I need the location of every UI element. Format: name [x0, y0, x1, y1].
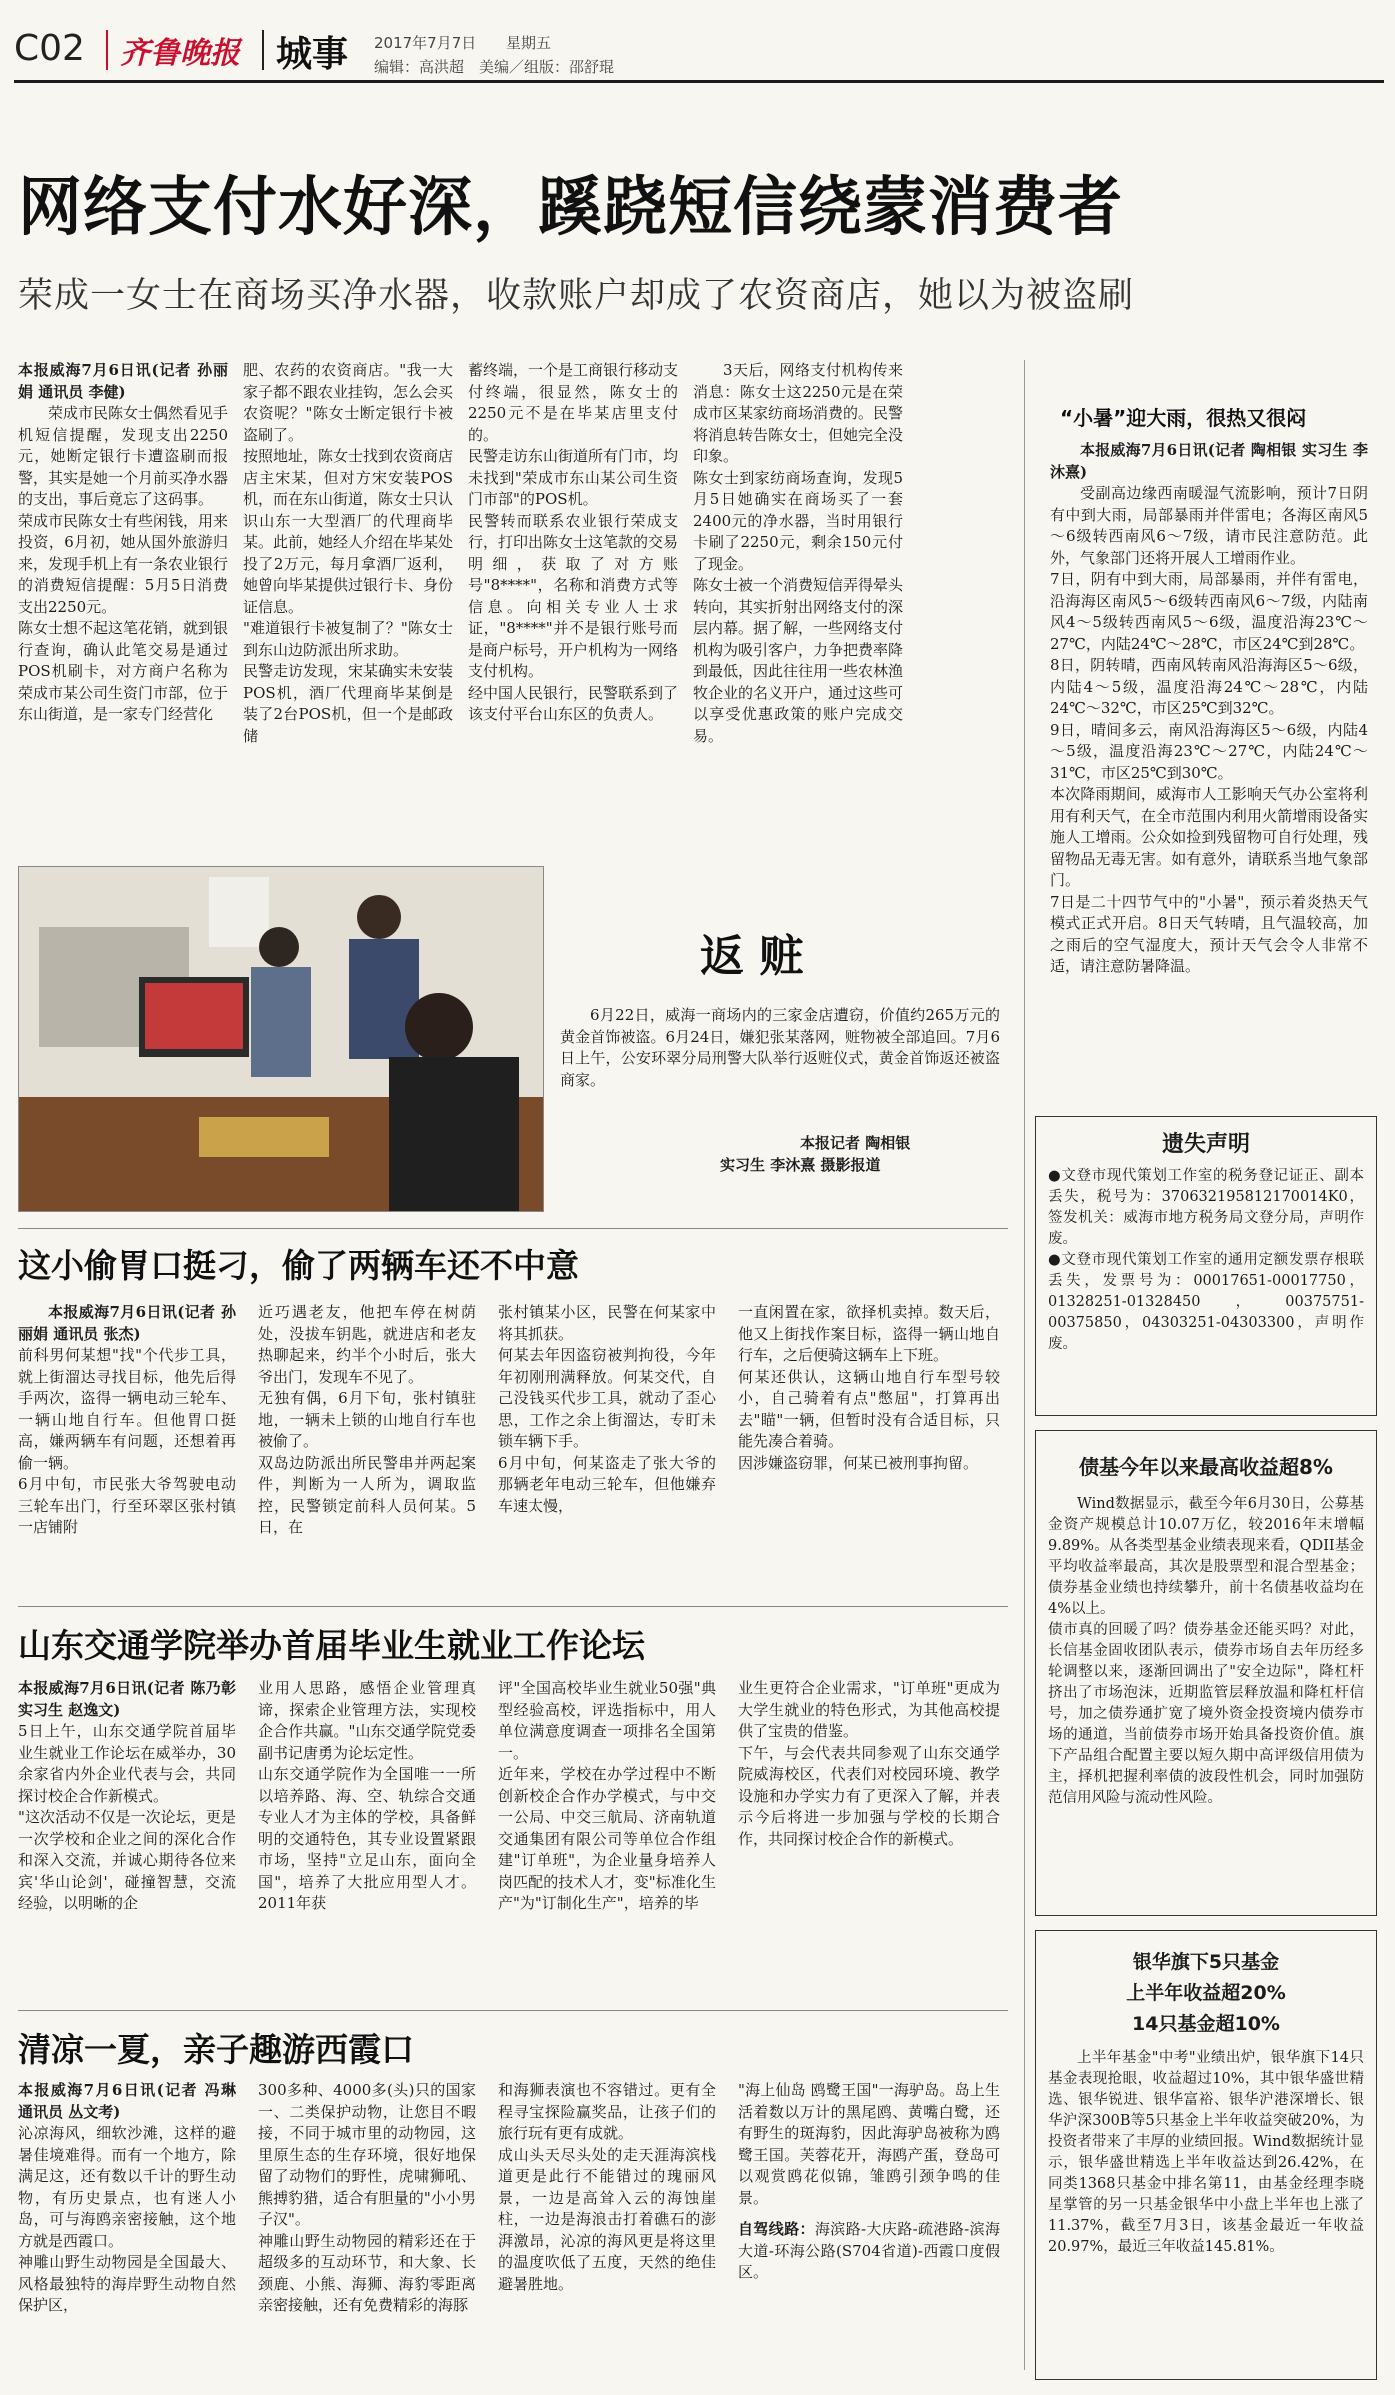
lead-text-1: 荣成市民陈女士偶然看见手机短信提醒，发现支出2250元，她断定银行卡遭盗刷而报警，其实是她一个月前买净水器的支出，事后竟忘了这码事。 荣成市民陈女士有些闲钱，用来投资，6月初，她从国外旅游归来，发现手机上有一条农业银行的消费短信提醒：5月5日消费支出2250元。 陈女士想不起这笔花销，就到银行查询，确认此笔交易是通过POS机刷卡，对方商户名称为荣成市某公司生资门市部，位于东山街道，是一家专门经营化: [18, 404, 228, 723]
lead-column-2: [243, 360, 453, 850]
lost-notice-item-2: ●文登市现代策划工作室的通用定额发票存根联丢失，发票号为：00017651-00017750，01328251-01328450，00375751-00375850，04303251-04303300，声明作废。: [1048, 1252, 1364, 1352]
weather-byline: 本报威海7月6日讯(记者 陶相银 实习生 李沐熹): [1050, 441, 1368, 481]
photo-credit-1: 本报记者 陶相银: [800, 1134, 911, 1152]
bank-text: 上半年基金"中考"业绩出炉，银华旗下14只基金表现抢眼，收益超过10%，其中银华盛世精选、银华锐进、银华富裕、银华沪港深增长、银华沪深300B等5只基金上半年收益突破20%，为投资者带来了丰厚的业绩回报。Wind数据统计显示，银华盛世精选上半年收益达到26.42%，在同类1368只基金中排名第11，由基金经理李晓星掌管的另一只基金银华中小盘上半年也上涨了11.37%，截至7月3日，该基金最近一年收益20.97%，最近三年收益145.81%。: [1048, 2050, 1364, 2255]
bank-title-1: 银华旗下5只基金: [1132, 1951, 1280, 1973]
lost-notice-item-1: ●文登市现代策划工作室的税务登记证正、副本丢失，税号为：370632195812170014K0，签发机关：威海市地方税务局文登分局，声明作废。: [1048, 1168, 1364, 1247]
lead-text-3: 蓄终端，一个是工商银行移动支付终端，很显然，陈女士的2250元不是在毕某店里支付的。 民警走访东山街道所有门市，均未找到"荣成市东山某公司生资门市部"的POS机。 民警转而联系农业银行荣成支行，打印出陈女士这笔款的交易明细，获取了对方账号"8****"，名称和消费方式等信息。向相关专业人士求证，"8****"并不是银行账号而是商户标号，开户机构为一网络支付机构。 经中国人民银行，民警联系到了该支付平台山东区的负责人。: [468, 361, 678, 723]
trip-column-2: [258, 2080, 476, 2380]
weather-headline: “小暑”迎大雨，很热又很闷: [1060, 406, 1307, 430]
trip-column-3: [498, 2080, 716, 2380]
forum-text-1: 5日上午，山东交通学院首届毕业生就业工作论坛在威举办，30余家省内外企业代表与会，共同探讨校企合作新模式。 "这次活动不仅是一次论坛，更是一次学校和企业之间的深化合作和深入交流，并诚心期待各位来宾'华山论剑'，碰撞智慧，交流经验，以明晰的企: [18, 1722, 236, 1912]
bank-title-2: 上半年收益超20%: [1126, 1982, 1286, 2004]
thief-headline: 这小偷胃口挺刁，偷了两辆车还不中意: [18, 1246, 579, 1285]
lost-notice-box: [1035, 1116, 1377, 1416]
paper-logo: 齐鲁晚报: [120, 36, 240, 71]
trip-text-4: "海上仙岛 鸥鹭王国"一海驴岛。岛上生活着数以万计的黑尾鸥、黄嘴白鹭，还有野生的斑海豹，因此海驴岛被称为鸥鹭王国。芙蓉花开，海鸥产蛋，登岛可以观赏鸥花似锦，雏鸥引颈争鸣的佳景。: [738, 2081, 1000, 2207]
forum-byline: 本报威海7月6日讯(记者 陈乃彰 实习生 赵逸文): [18, 1679, 236, 1719]
forum-column-3: [498, 1678, 716, 2000]
masthead: [14, 22, 1384, 82]
masthead-divider: [106, 30, 108, 70]
photo-scene-illustration: [19, 867, 543, 1211]
fund-body: [1048, 1494, 1364, 1809]
lost-notice-title: 遗失声明: [1161, 1132, 1250, 1157]
thief-byline: 本报威海7月6日讯(记者 孙丽娟 通讯员 张杰): [18, 1303, 236, 1343]
lead-column-1: [18, 360, 228, 850]
section-rule-3: [18, 2010, 1008, 2011]
issue-date: 2017年7月7日: [374, 34, 477, 52]
thief-text-3: 张村镇某小区，民警在何某家中将其抓获。 何某去年因盗窃被判拘役，今年年初刚刑满释放。何某交代，自己没钱买代步工具，就动了歪心思，工作之余上街溜达，专盯未锁车辆下手。 6月中旬，何某盗走了张大爷的那辆老年电动三轮车，但他嫌弃车速太慢，: [498, 1303, 716, 1515]
forum-column-1: [18, 1678, 236, 2000]
editor-credits: 编辑：高洪超 美编／组版：邵舒琨: [374, 58, 615, 76]
photo-credit-2: 实习生 李沐熹 摄影报道: [720, 1156, 881, 1174]
photo-story-headline: 返 赃: [700, 931, 804, 982]
lead-column-4: [693, 360, 903, 850]
lead-subhead: 荣成一女士在商场买净水器，收款账户却成了农资商店，她以为被盗刷: [18, 276, 1135, 316]
thief-column-4: [738, 1302, 1000, 1602]
thief-text-4: 一直闲置在家，欲择机卖掉。数天后，他又上街找作案目标，盗得一辆山地自行车，之后便骑这辆车上下班。 何某还供认，这辆山地自行车型号较小，自己骑着有点"憋屈"，打算再出去"瞄"一辆，但暂时没有合适目标，只能先凑合着骑。 因涉嫌盗窃罪，何某已被刑事拘留。: [738, 1303, 1000, 1472]
section-rule: [18, 1228, 1008, 1229]
thief-column-2: [258, 1302, 476, 1602]
forum-column-4: [738, 1678, 1000, 2000]
forum-text-3: 评"全国高校毕业生就业50强"典型经验高校，评选指标中，用人单位满意度调查一项排名全国第一。 近年来，学校在办学过程中不断创新校企合作办学模式，与中交一公局、中交三航局、济南轨道交通集团有限公司等单位合作组建"订单班"，为企业量身培养人岗匹配的技术人才，变"标准化生产"为"订制化生产"，培养的毕: [498, 1679, 716, 1912]
trip-route-label: 自驾线路：: [738, 2220, 815, 2238]
fund-text: Wind数据显示，截至今年6月30日，公募基金资产规模总计10.07万亿，较2016年末增幅9.89%。从各类型基金业绩表现来看，QDII基金平均收益率最高，其次是股票型和混合型基金；债券基金业绩也持续攀升，前十名债基收益均在4%以上。 债市真的回暖了吗？债券基金还能买吗？对此，长信基金固收团队表示，债券市场自去年历经多轮调整以来，逐渐回调出了"安全边际"，降杠杆挤出了市场泡沫，近期监管层释放温和降杠杆信号，加之债券通扩宽了境外资金投资境内债券市场的通道，当前债券市场开始具备投资价值。旗下产品组合配置主要以短久期中高评级信用债为主，择机把握利率债的波段性机会，同时加强防范信用风险与流动性风险。: [1048, 1496, 1364, 1806]
section-rule-2: [18, 1606, 1008, 1607]
thief-text-1: 前科男何某想"找"个代步工具，就上街溜达寻找目标，他先后得手两次，盗得一辆电动三轮车、一辆山地自行车。但他胃口挺高，嫌两辆车有问题，还想着再偷一辆。 6月中旬，市民张大爷驾驶电动三轮车出门，行至环翠区张村镇一店铺附: [18, 1346, 236, 1536]
trip-text-3: 和海狮表演也不容错过。更有全程寻宝探险赢奖品，让孩子们的旅行玩有更有成就。 成山头天尽头处的走天涯海滨栈道更是此行不能错过的瑰丽风景，一边是高耸入云的海蚀崖柱，一边是海浪击打着礁石的澎湃激昂，沁凉的海风更是将这里的温度吹低了五度，天然的绝佳避暑胜地。: [498, 2081, 716, 2293]
lead-byline: 本报威海7月6日讯(记者 孙丽娟 通讯员 李健): [18, 361, 228, 401]
trip-byline: 本报威海7月6日讯(记者 冯琳 通讯员 丛文考): [18, 2081, 236, 2121]
photo-story-text: 6月22日，威海一商场内的三家金店遭窃，价值约265万元的黄金首饰被盗。6月24日，嫌犯张某落网，赃物被全部追回。7月6日上午，公安环翠分局刑警大队举行返赃仪式，黄金首饰返还被盗商家。: [560, 1006, 1000, 1089]
bank-fund-box: [1035, 1930, 1377, 2380]
section-name: 城事: [276, 34, 349, 75]
forum-text-2: 业用人思路，感悟企业管理真谛，探索企业管理方法，实现校企合作共赢。"山东交通学院党委副书记唐勇为论坛定性。 山东交通学院作为全国唯一一所以培养路、海、空、轨综合交通专业人才为主体的学校，具备鲜明的交通特色，其专业设置紧跟市场，坚持"立足山东，面向全国"，培养了大批应用型人才。2011年获: [258, 1679, 476, 1912]
bank-title-3: 14只基金超10%: [1132, 2013, 1280, 2035]
weather-text: 受副高边缘西南暖湿气流影响，预计7日阴有中到大雨，局部暴雨并伴雷电；各海区南风5～6级转西南风6～7级，请市民注意防范。此外，气象部门还将开展人工增雨作业。 7日，阴有中到大雨，局部暴雨，并伴有雷电，沿海海区南风5～6级转西南风6～7级，内陆南风4～5级转西南风5～6级，温度沿海23℃～27℃，内陆24℃～28℃，市区24℃到28℃。 8日，阴转晴，西南风转南风沿海海区5～6级，内陆4～5级，温度沿海24℃～28℃，内陆24℃～32℃，市区25℃到32℃。 9日，晴间多云，南风沿海海区5～6级，内陆4～5级，温度沿海23℃～27℃，内陆24℃～31℃，市区25℃到30℃。 本次降雨期间，威海市人工影响天气办公室将利用有利天气，在全市范围内利用火箭增雨设备实施人工增雨。公众如捡到残留物可自行处理，残留物品无毒无害。如有意外，请联系当地气象部门。 7日是二十四节气中的"小暑"，预示着炎热天气模式正式开启。8日天气转晴，且气温较高，加之雨后的空气湿度大，预计天气会令人非常不适，请注意防暑降温。: [1050, 484, 1368, 975]
forum-text-4: 业生更符合企业需求，"订单班"更成为大学生就业的特色形式，为其他高校提供了宝贵的借鉴。 下午，与会代表共同参观了山东交通学院威海校区，代表们对校园环境、教学设施和办学实力有了更深入了解，并表示今后将进一步加强与学校的长期合作，共同探讨校企合作的新模式。: [738, 1679, 1000, 1848]
lost-notice-body: [1048, 1166, 1364, 1355]
masthead-rule: [14, 80, 1384, 83]
forum-headline: 山东交通学院举办首届毕业生就业工作论坛: [18, 1626, 645, 1665]
trip-route: 海滨路-大庆路-疏港路-滨海大道-环海公路(S704省道)-西霞口度假区。: [738, 2220, 1000, 2281]
trip-text-2: 300多种、4000多(头)只的国家一、二类保护动物，让您目不暇接，不同于城市里的动物园，这里原生态的生存环境，很好地保留了动物们的野性，虎啸狮吼、熊搏豹猎，适合有胆量的"小小男子汉"。 神雕山野生动物园的精彩还在于超级多的互动环节，和大象、长颈鹿、小熊、海狮、海豹零距离亲密接触，还有免费精彩的海豚: [258, 2081, 476, 2314]
lead-headline: 网络支付水好深，蹊跷短信绕蒙消费者: [18, 171, 1123, 245]
weather-body: [1050, 440, 1368, 1120]
trip-text-1: 沁凉海风，细软沙滩，这样的避暑佳境难得。而有一个地方，除满足这，还有数以千计的野生动物，有历史景点，也有迷人小岛，可与海鸥亲密接触，这个地方就是西霞口。 神雕山野生动物园是全国最大、风格最独特的海岸野生动物自然保护区，: [18, 2124, 236, 2314]
thief-column-1: [18, 1302, 236, 1602]
fund-headline: 债基今年以来最高收益超8%: [1079, 1455, 1333, 1479]
thief-text-2: 近巧遇老友，他把车停在树荫处，没拔车钥匙，就进店和老友热聊起来，约半个小时后，张大爷出门，发现车不见了。 无独有偶，6月下旬，张村镇驻地，一辆未上锁的山地自行车也被偷了。 双岛边防派出所民警串并两起案件，判断为一人所为，调取监控，民警锁定前科人员何某。5日，在: [258, 1303, 476, 1536]
photo-story-body: [560, 1005, 1000, 1135]
issue-weekday: 星期五: [506, 34, 552, 52]
news-photo: [18, 866, 544, 1212]
lead-text-4: 3天后，网络支付机构传来消息：陈女士这2250元是在荣成市区某家纺商场消费的。民警将消息转告陈女士，但她完全没印象。 陈女士到家纺商场查询，发现5月5日她确实在商场买了一套2400元的净水器，当时用银行卡刷了2250元，剩余150元付了现金。 陈女士被一个消费短信弄得晕头转向，其实折射出网络支付的深层内幕。据了解，一些网络支付机构为吸引客户，力争把费率降到最低，因此往往用一些农林渔牧企业的名义开户，通过这些可以享受优惠政策的账户完成交易。: [693, 361, 903, 745]
fund-box: [1035, 1430, 1377, 1916]
trip-headline: 清凉一夏，亲子趣游西霞口: [18, 2030, 414, 2069]
column-divider: [1024, 360, 1025, 2370]
bank-body: [1048, 2048, 1364, 2258]
page-number: C02: [14, 28, 85, 69]
trip-column-1: [18, 2080, 236, 2380]
thief-column-3: [498, 1302, 716, 1602]
lead-column-3: [468, 360, 678, 850]
forum-column-2: [258, 1678, 476, 2000]
masthead-divider-2: [262, 30, 264, 70]
trip-column-4: [738, 2080, 1000, 2380]
lead-text-2: 肥、农药的农资商店。"我一大家子都不跟农业挂钩，怎么会买农资呢？"陈女士断定银行卡被盗刷了。 按照地址，陈女士找到农资商店店主宋某，但对方宋安装POS机，而在东山街道，陈女士只认识山东一大型酒厂的代理商毕某。此前，她经人介绍在毕某处投了2万元，每月拿酒厂返利，她曾向毕某提供过银行卡、身份证信息。 "难道银行卡被复制了？"陈女士到东山边防派出所求助。 民警走访发现，宋某确实未安装POS机，酒厂代理商毕某倒是装了2台POS机，但一个是邮政储: [243, 361, 453, 745]
